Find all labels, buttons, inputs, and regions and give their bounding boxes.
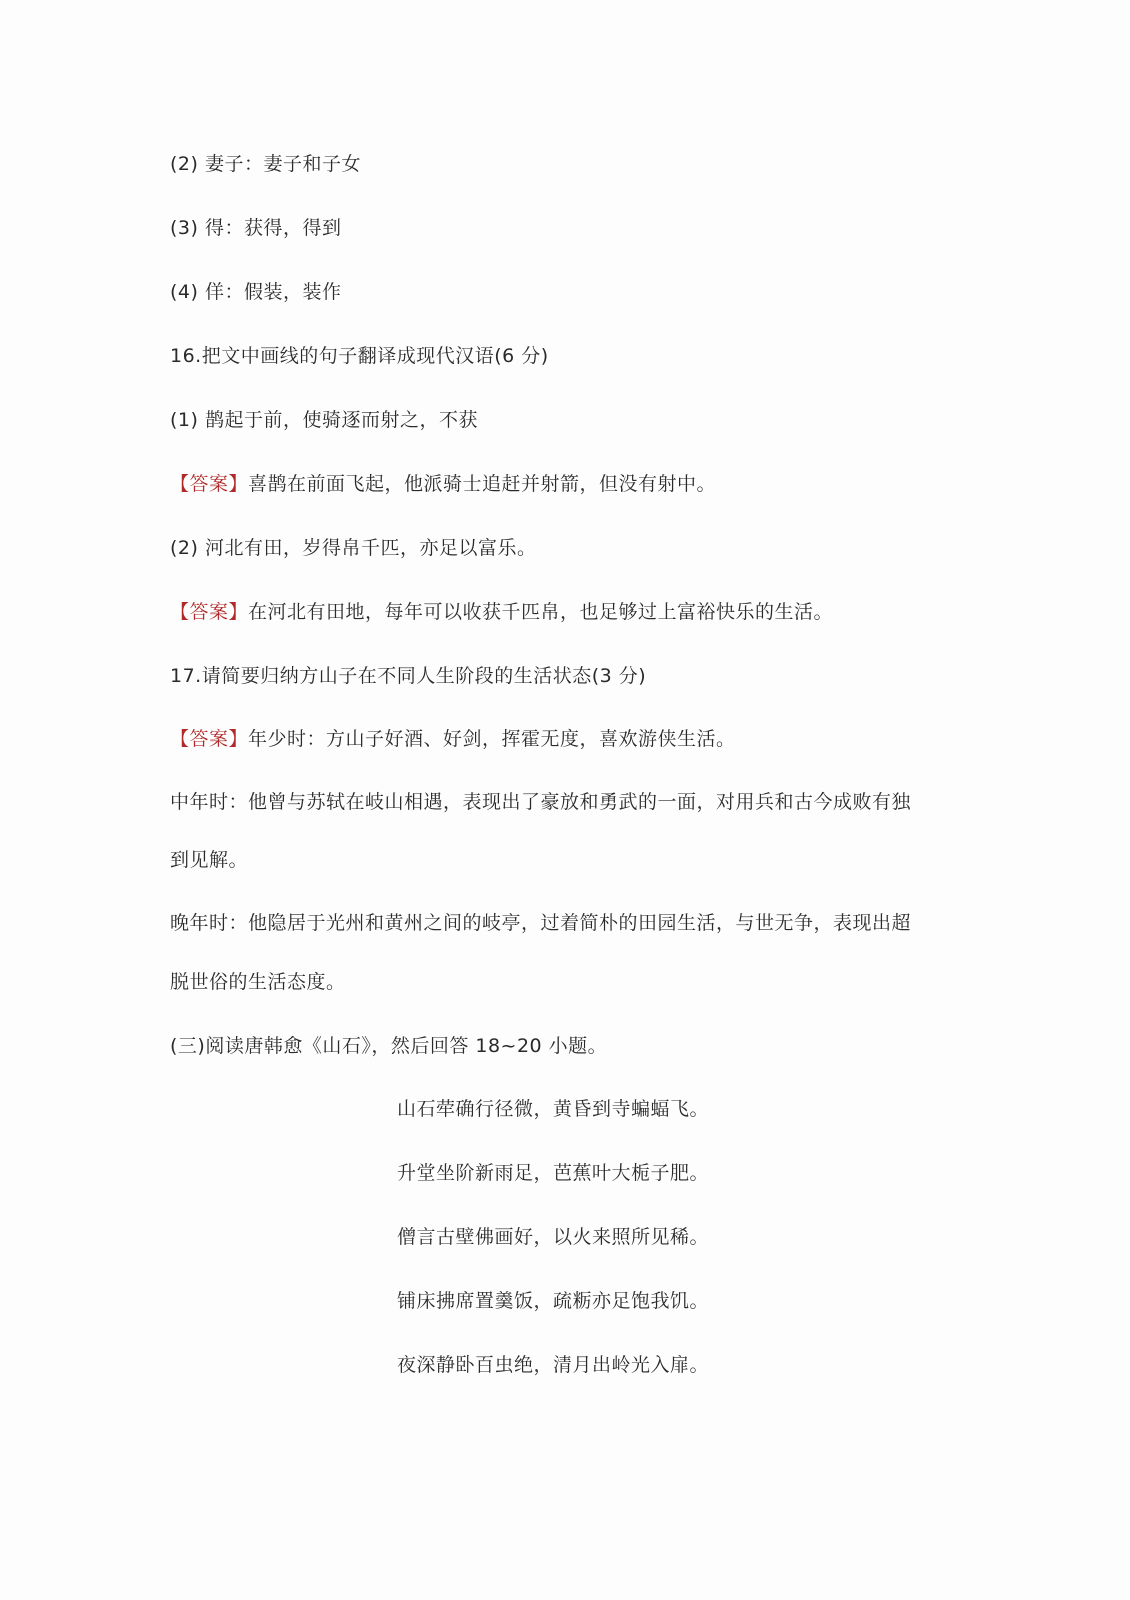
note-line-3: (3) 得：获得，得到 [170,217,342,239]
answer-tag: 【答案】 [170,473,249,495]
answer-tag: 【答案】 [170,601,249,623]
answer-text: 喜鹊在前面飞起，他派骑士追赶并射箭，但没有射中。 [248,473,717,495]
poem-line: 僧言古壁佛画好，以火来照所见稀。 [397,1226,710,1248]
note-line-4: (4) 佯：假装，装作 [170,281,342,303]
answer-text: 年少时：方山子好酒、好剑，挥霍无度，喜欢游侠生活。 [248,728,736,750]
answer-17-2-cont: 到见解。 [170,849,249,871]
note-line-2: (2) 妻子：妻子和子女 [170,153,361,175]
answer-17-3-cont: 脱世俗的生活态度。 [170,971,346,993]
answer-text: 在河北有田地，每年可以收获千匹帛，也足够过上富裕快乐的生活。 [248,601,834,623]
answer-tag: 【答案】 [170,728,249,750]
poem-line: 升堂坐阶新雨足，芭蕉叶大栀子肥。 [397,1162,710,1184]
poem-line: 铺床拂席置羹饭，疏粝亦足饱我饥。 [397,1290,710,1312]
section-3-heading: (三)阅读唐韩愈《山石》，然后回答 18~20 小题。 [170,1035,608,1057]
question-16-2: (2) 河北有田，岁得帛千匹，亦足以富乐。 [170,537,537,559]
poem-line: 夜深静卧百虫绝，清月出岭光入扉。 [397,1354,710,1376]
answer-17-3: 晚年时：他隐居于光州和黄州之间的岐亭，过着简朴的田园生活，与世无争，表现出超 [170,912,912,934]
question-16-1: (1) 鹊起于前，使骑逐而射之，不获 [170,409,478,431]
answer-16-2 [170,600,833,624]
poem-line: 山石荦确行径微，黄昏到寺蝙蝠飞。 [397,1098,710,1120]
answer-16-1 [170,472,716,496]
question-16: 16.把文中画线的句子翻译成现代汉语(6 分) [170,345,549,367]
answer-17-1 [170,727,736,751]
answer-17-2: 中年时：他曾与苏轼在岐山相遇，表现出了豪放和勇武的一面，对用兵和古今成败有独 [170,791,912,813]
question-17: 17.请简要归纳方山子在不同人生阶段的生活状态(3 分) [170,665,647,687]
